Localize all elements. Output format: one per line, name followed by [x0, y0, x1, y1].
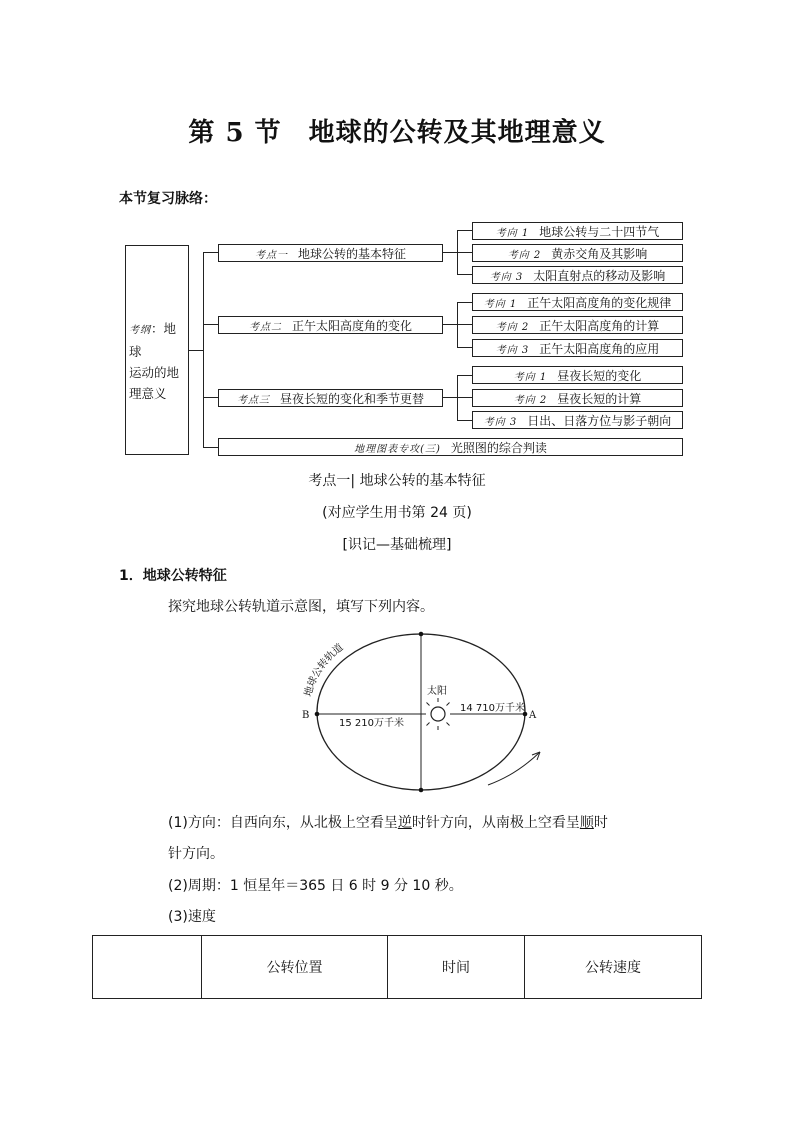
perihelion-point-b — [315, 712, 320, 717]
answer-counterclockwise: 逆 — [397, 815, 412, 831]
direction-text: 时针方向，从南极上空看呈 — [411, 815, 580, 831]
special-topic-text: 光照图的综合判读 — [450, 440, 547, 455]
connector — [443, 324, 457, 325]
kaoxiang-text: 正午太阳高度角的变化规律 — [527, 295, 672, 310]
kaodian-1-text: 地球公转的基本特征 — [297, 246, 406, 261]
kaoxiang-box — [472, 411, 683, 429]
kaodian-3-label: 考点三 — [236, 394, 270, 406]
connector — [457, 397, 472, 398]
table-header-cell: 公转速度 — [525, 936, 702, 999]
kaoxiang-text: 日出、日落方位与影子朝向 — [527, 413, 672, 428]
point-a-label: A — [529, 710, 537, 721]
page-title: 第 5 节 地球的公转及其地理意义 — [188, 118, 606, 148]
kaoxiang-text: 昼夜长短的计算 — [557, 391, 642, 406]
kaodian-2-text: 正午太阳高度角的变化 — [291, 318, 412, 333]
kaoxiang-box — [472, 389, 683, 407]
distance-b-label: 15 210万千米 — [339, 718, 404, 729]
section-reference: (对应学生用书第 24 页) — [322, 505, 472, 521]
connector — [203, 447, 218, 448]
root-box — [125, 245, 189, 455]
kaoxiang-label: 考向 1 — [513, 371, 548, 383]
table-header-cell — [93, 936, 202, 999]
root-label: 考纲 — [129, 325, 151, 336]
orbit-point — [419, 788, 424, 793]
paragraph-direction — [168, 812, 608, 832]
connector — [203, 252, 204, 447]
kaoxiang-label: 考向 2 — [495, 321, 530, 333]
kaodian-3-box — [218, 389, 443, 407]
connector — [203, 252, 218, 253]
connector — [457, 347, 472, 348]
kaoxiang-label: 考向 1 — [495, 227, 530, 239]
kaoxiang-text: 正午太阳高度角的应用 — [539, 341, 660, 356]
kaoxiang-box — [472, 293, 683, 311]
root-text-3: 理意义 — [129, 386, 167, 401]
kaoxiang-box — [472, 366, 683, 384]
connector — [457, 375, 472, 376]
connector — [203, 397, 218, 398]
sun-icon — [422, 698, 454, 730]
connector — [457, 420, 472, 421]
kaoxiang-label: 考向 3 — [489, 271, 524, 283]
table-header-cell: 时间 — [388, 936, 525, 999]
orbit-direction-arrow-icon — [488, 752, 540, 785]
item-1-description: 探究地球公转轨道示意图，填写下列内容。 — [168, 599, 434, 615]
kaoxiang-label: 考向 1 — [483, 298, 518, 310]
connector — [443, 397, 457, 398]
kaoxiang-label: 考向 3 — [483, 416, 518, 428]
kaoxiang-text: 太阳直射点的移动及影响 — [533, 268, 666, 283]
connector — [457, 252, 472, 253]
section-heading: 考点一| 地球公转的基本特征 — [308, 473, 486, 489]
kaodian-1-label: 考点一 — [254, 249, 288, 261]
paragraph-speed: (3)速度 — [168, 909, 216, 925]
sun-label: 太阳 — [427, 686, 447, 697]
kaoxiang-text: 正午太阳高度角的计算 — [539, 318, 660, 333]
kaodian-1-box — [218, 244, 443, 262]
connector — [457, 274, 472, 275]
distance-a-label: 14 710万千米 — [460, 703, 525, 714]
root-text-1: ：地球 — [129, 321, 177, 359]
connector — [443, 252, 457, 253]
direction-text: (1)方向：自西向东，从北极上空看呈 — [168, 815, 398, 831]
paragraph-period: (2)周期：1 恒星年＝365 日 6 时 9 分 10 秒。 — [168, 878, 463, 894]
orbit-label: 地球公转轨道 — [303, 642, 346, 698]
special-topic-box — [218, 438, 683, 456]
direction-text: 时 — [593, 815, 608, 831]
table-row — [93, 936, 702, 999]
kaoxiang-label: 考向 2 — [513, 394, 548, 406]
connector — [457, 230, 472, 231]
orbit-diagram — [290, 625, 560, 800]
answer-clockwise: 顺 — [579, 815, 594, 831]
kaoxiang-box — [472, 244, 683, 262]
kaoxiang-text: 昼夜长短的变化 — [557, 368, 642, 383]
connector — [457, 302, 472, 303]
section-tag: [识记—基础梳理] — [342, 537, 452, 553]
speed-table — [92, 935, 702, 999]
connector — [457, 324, 472, 325]
kaoxiang-box — [472, 339, 683, 357]
kaoxiang-text: 黄赤交角及其影响 — [551, 246, 648, 261]
paragraph-direction-cont: 针方向。 — [168, 846, 224, 862]
kaodian-3-text: 昼夜长短的变化和季节更替 — [279, 391, 424, 406]
special-topic-label: 地理图表专攻(三) — [354, 443, 441, 455]
review-outline-heading: 本节复习脉络： — [119, 191, 217, 207]
kaoxiang-box — [472, 316, 683, 334]
point-b-label: B — [302, 710, 310, 721]
item-1-heading: 1．地球公转特征 — [119, 568, 227, 584]
kaoxiang-label: 考向 2 — [507, 249, 542, 261]
orbit-point — [419, 632, 424, 637]
table-header-cell: 公转位置 — [202, 936, 388, 999]
connector — [203, 324, 218, 325]
connector — [189, 350, 203, 351]
kaoxiang-box — [472, 266, 683, 284]
kaoxiang-text: 地球公转与二十四节气 — [539, 224, 660, 239]
root-text-2: 运动的地 — [129, 365, 180, 380]
kaodian-2-label: 考点二 — [248, 321, 282, 333]
kaodian-2-box — [218, 316, 443, 334]
kaoxiang-box — [472, 222, 683, 240]
kaoxiang-label: 考向 3 — [495, 344, 530, 356]
